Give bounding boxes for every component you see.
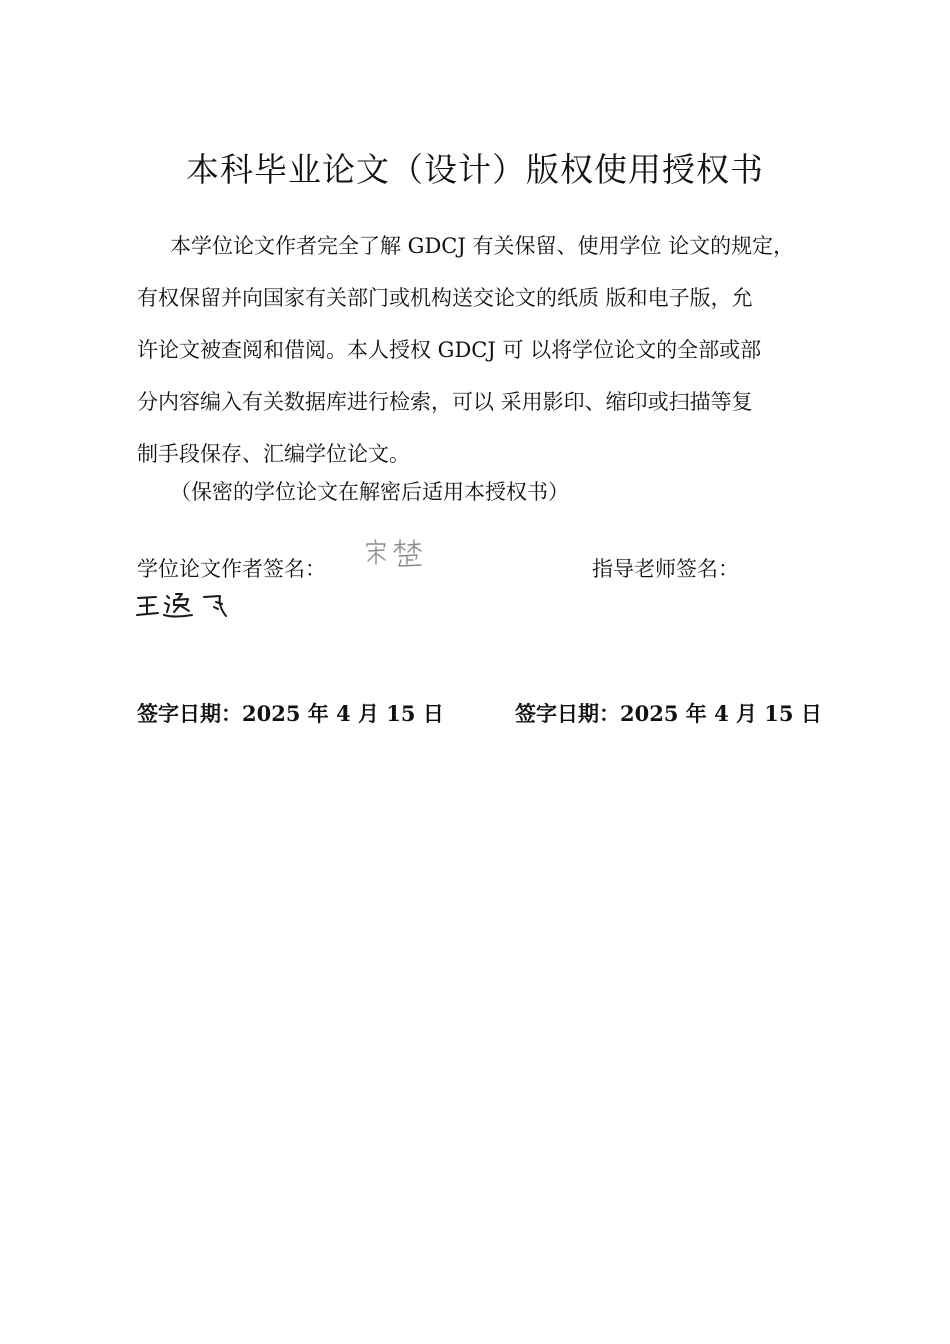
paragraph-line: 本学位论文作者完全了解 GDCJ 有关保留、使用学位 论文的规定， <box>170 234 795 258</box>
paragraph-line: 制手段保存、汇编学位论文。 <box>137 442 410 466</box>
advisor-signature-label: 指导老师签名： <box>592 557 739 581</box>
advisor-sign-date: 签字日期：2025 年 4 月 15 日 <box>515 701 822 726</box>
author-signature-label: 学位论文作者签名： <box>137 557 326 581</box>
authorization-paragraph <box>137 220 857 480</box>
author-signature-image <box>363 536 433 572</box>
paragraph-line: 分内容编入有关数据库进行检索，可以 采用影印、缩印或扫描等复 <box>137 390 753 414</box>
paragraph-line: 许论文被查阅和借阅。本人授权 GDCJ 可 以将学位论文的全部或部 <box>137 338 762 362</box>
advisor-signature-image <box>134 588 234 624</box>
paragraph-line: 有权保留并向国家有关部门或机构送交论文的纸质 版和电子版，允 <box>137 286 753 310</box>
confidentiality-note: （保密的学位论文在解密后适用本授权书） <box>170 480 569 504</box>
document-title: 本科毕业论文（设计）版权使用授权书 <box>186 150 764 190</box>
author-sign-date: 签字日期：2025 年 4 月 15 日 <box>137 701 444 726</box>
